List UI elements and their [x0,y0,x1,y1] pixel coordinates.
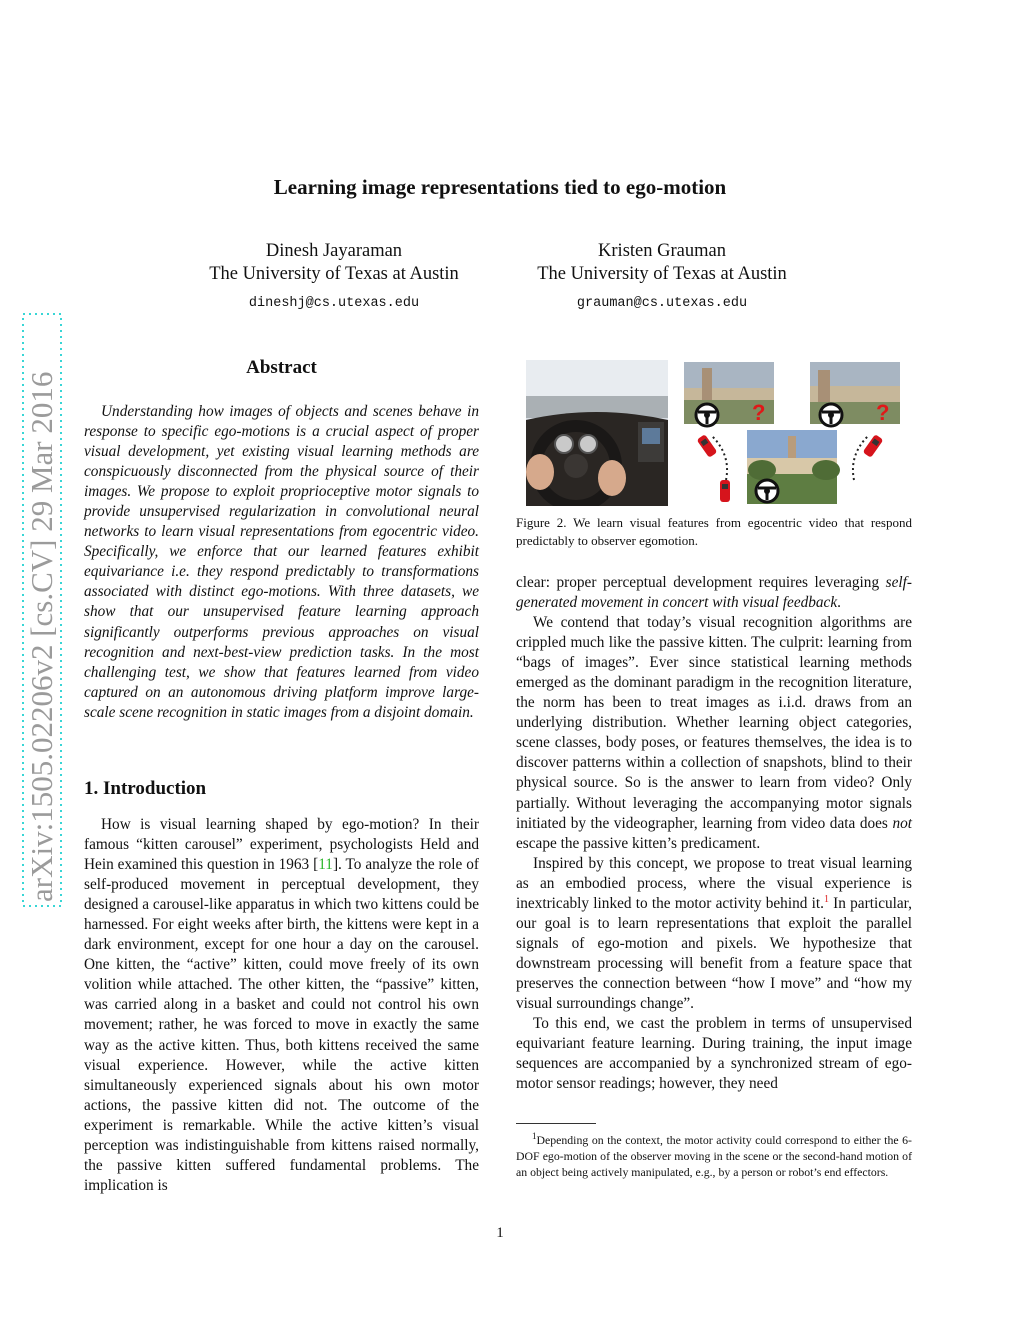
steering-wheel-icon [820,404,842,426]
right-column-body [516,573,912,1094]
author-block-2 [492,240,832,315]
footnote-mark: 1 [532,1131,537,1141]
question-mark-icon: ? [752,400,766,425]
citation-link[interactable]: 11 [318,856,333,874]
question-mark-icon: ? [876,400,890,425]
author-block-1 [164,240,504,315]
figure-caption: Figure 2. We learn visual features from egocentric video that respond predictably to observer egomotion. [516,515,912,548]
footnote-text: Depending on the context, the motor activity could correspond to either the 6-DOF ego-motion of the observer moving in the scene or the second-hand motion of an object being actively manipulated, e.g., by a person or robot’s end effectors. [516,1132,912,1180]
arxiv-stamp [20,310,64,910]
author-name: Dinesh Jayaraman [265,241,403,261]
paper-title: Learning image representations tied to ego-motion [273,175,727,199]
paragraph: Inspired by this concept, we propose to treat visual learning as an embodied process, where the visual experience is inextricably linked to the motor activity behind it.$^1$ In particular, our goal is to learn representations that exploit the parallel signals of ego-motion and pixels. We hypothesize that downstream processing will benefit from a feature space that preserves the connection between “how I move” and “how my visual surroundings change”. [516,854,912,1012]
author-email[interactable]: grauman@cs.utexas.edu [576,296,748,311]
abstract-heading: Abstract [246,357,317,378]
intro-paragraph: How is visual learning shaped by ego-motion? In their famous “kitten carousel” experiment, psychologists Held and Hein examined this question in 1963 [11]. To analyze the role of self-produced movement in perceptual development, they designed a carousel-like apparatus in which two kittens could be harnessed. For eight weeks after birth, the kittens were kept in a dark environment, except for one hour a day on the carousel. One kitten, the “active” kitten, could move freely of its own volition while attached. The other kitten, the “passive” kitten, was carried along in a basket and could not control his own movement; rather, he was forced to move in exactly the same way as the active kitten. Thus, both kittens received the same visual experience. However, while the active kitten simultaneously experienced signals about his own motor actions, the passive kitten did not. The outcome of the experiment is remarkable. While the active kitten’s visual perception was indistinguishable from kittens raised normally, the passive kitten suffered fundamental problems. The implication is [84,816,479,1194]
figure-2 [526,360,900,506]
trajectory-path-right [853,436,868,480]
trajectory-path-left [712,436,727,480]
author-email[interactable]: dineshj@cs.utexas.edu [248,296,420,311]
car-interior-photo [526,360,668,506]
paragraph: To this end, we cast the problem in terms of unsupervised equivariant feature learning. During training, the input image sequences are accompanied by a synchronized stream of ego-motor sensor readings; however, they need [516,1015,912,1093]
steering-wheel-icon [696,404,718,426]
page-number: 1 [496,1225,504,1241]
intro-heading: 1. Introduction [84,778,207,799]
author-affiliation: The University of Texas at Austin [209,264,459,284]
paragraph: We contend that today’s visual recognition algorithms are crippled much like the passive kitten. The culprit: learning from “bags of images”. Ever since statistical learning methods emerged as the dominant paradigm in the recognition literature, the norm has been to treat images as i.i.d. draws from an underlying distribution. Whether learning object categories, scene classes, body poses, or features themselves, the idea is to discover patterns within a collection of snapshots, blind to their physical source. So is the answer to learn from video? Only partially. Without leveraging the accompanying motor signals initiated by the videographer, learning from video data does not escape the passive kitten’s predicament. [516,614,912,852]
footnote-link[interactable]: 1 [823,893,829,905]
arxiv-id: arXiv:1505.02206v2 [cs.CV] 29 Mar 2016 [24,371,59,902]
steering-wheel-icon [756,480,778,502]
red-car-icon [720,480,730,502]
abstract-text: Understanding how images of objects and scenes behave in response to specific ego-motions is a crucial aspect of proper visual development, yet existing visual learning methods are conspicuously disconnected from the physical source of their images. We propose to exploit proprioceptive motor signals to provide unsupervised regularization in convolutional neural networks to learn visual representations from egocentric video. Specifically, we enforce that our learned features exhibit equivariance i.e. they respond predictably to transformations associated with distinct ego-motions. With three datasets, we show that our unsupervised feature learning approach significantly outperforms previous approaches on visual recognition and next-best-view prediction tasks. In the most challenging test, we show that features learned from video captured on an autonomous driving platform improve large-scale scene recognition in static images from a disjoint domain. [84,403,479,721]
paragraph: clear: proper perceptual development requires leveraging self-generated movement in concert with visual feedback. [516,574,912,612]
footnote [516,1128,912,1181]
author-name: Kristen Grauman [598,241,726,261]
intro-body [84,815,479,1196]
author-affiliation: The University of Texas at Austin [537,264,787,284]
footnote-rule [516,1123,596,1124]
abstract-body [84,402,479,723]
